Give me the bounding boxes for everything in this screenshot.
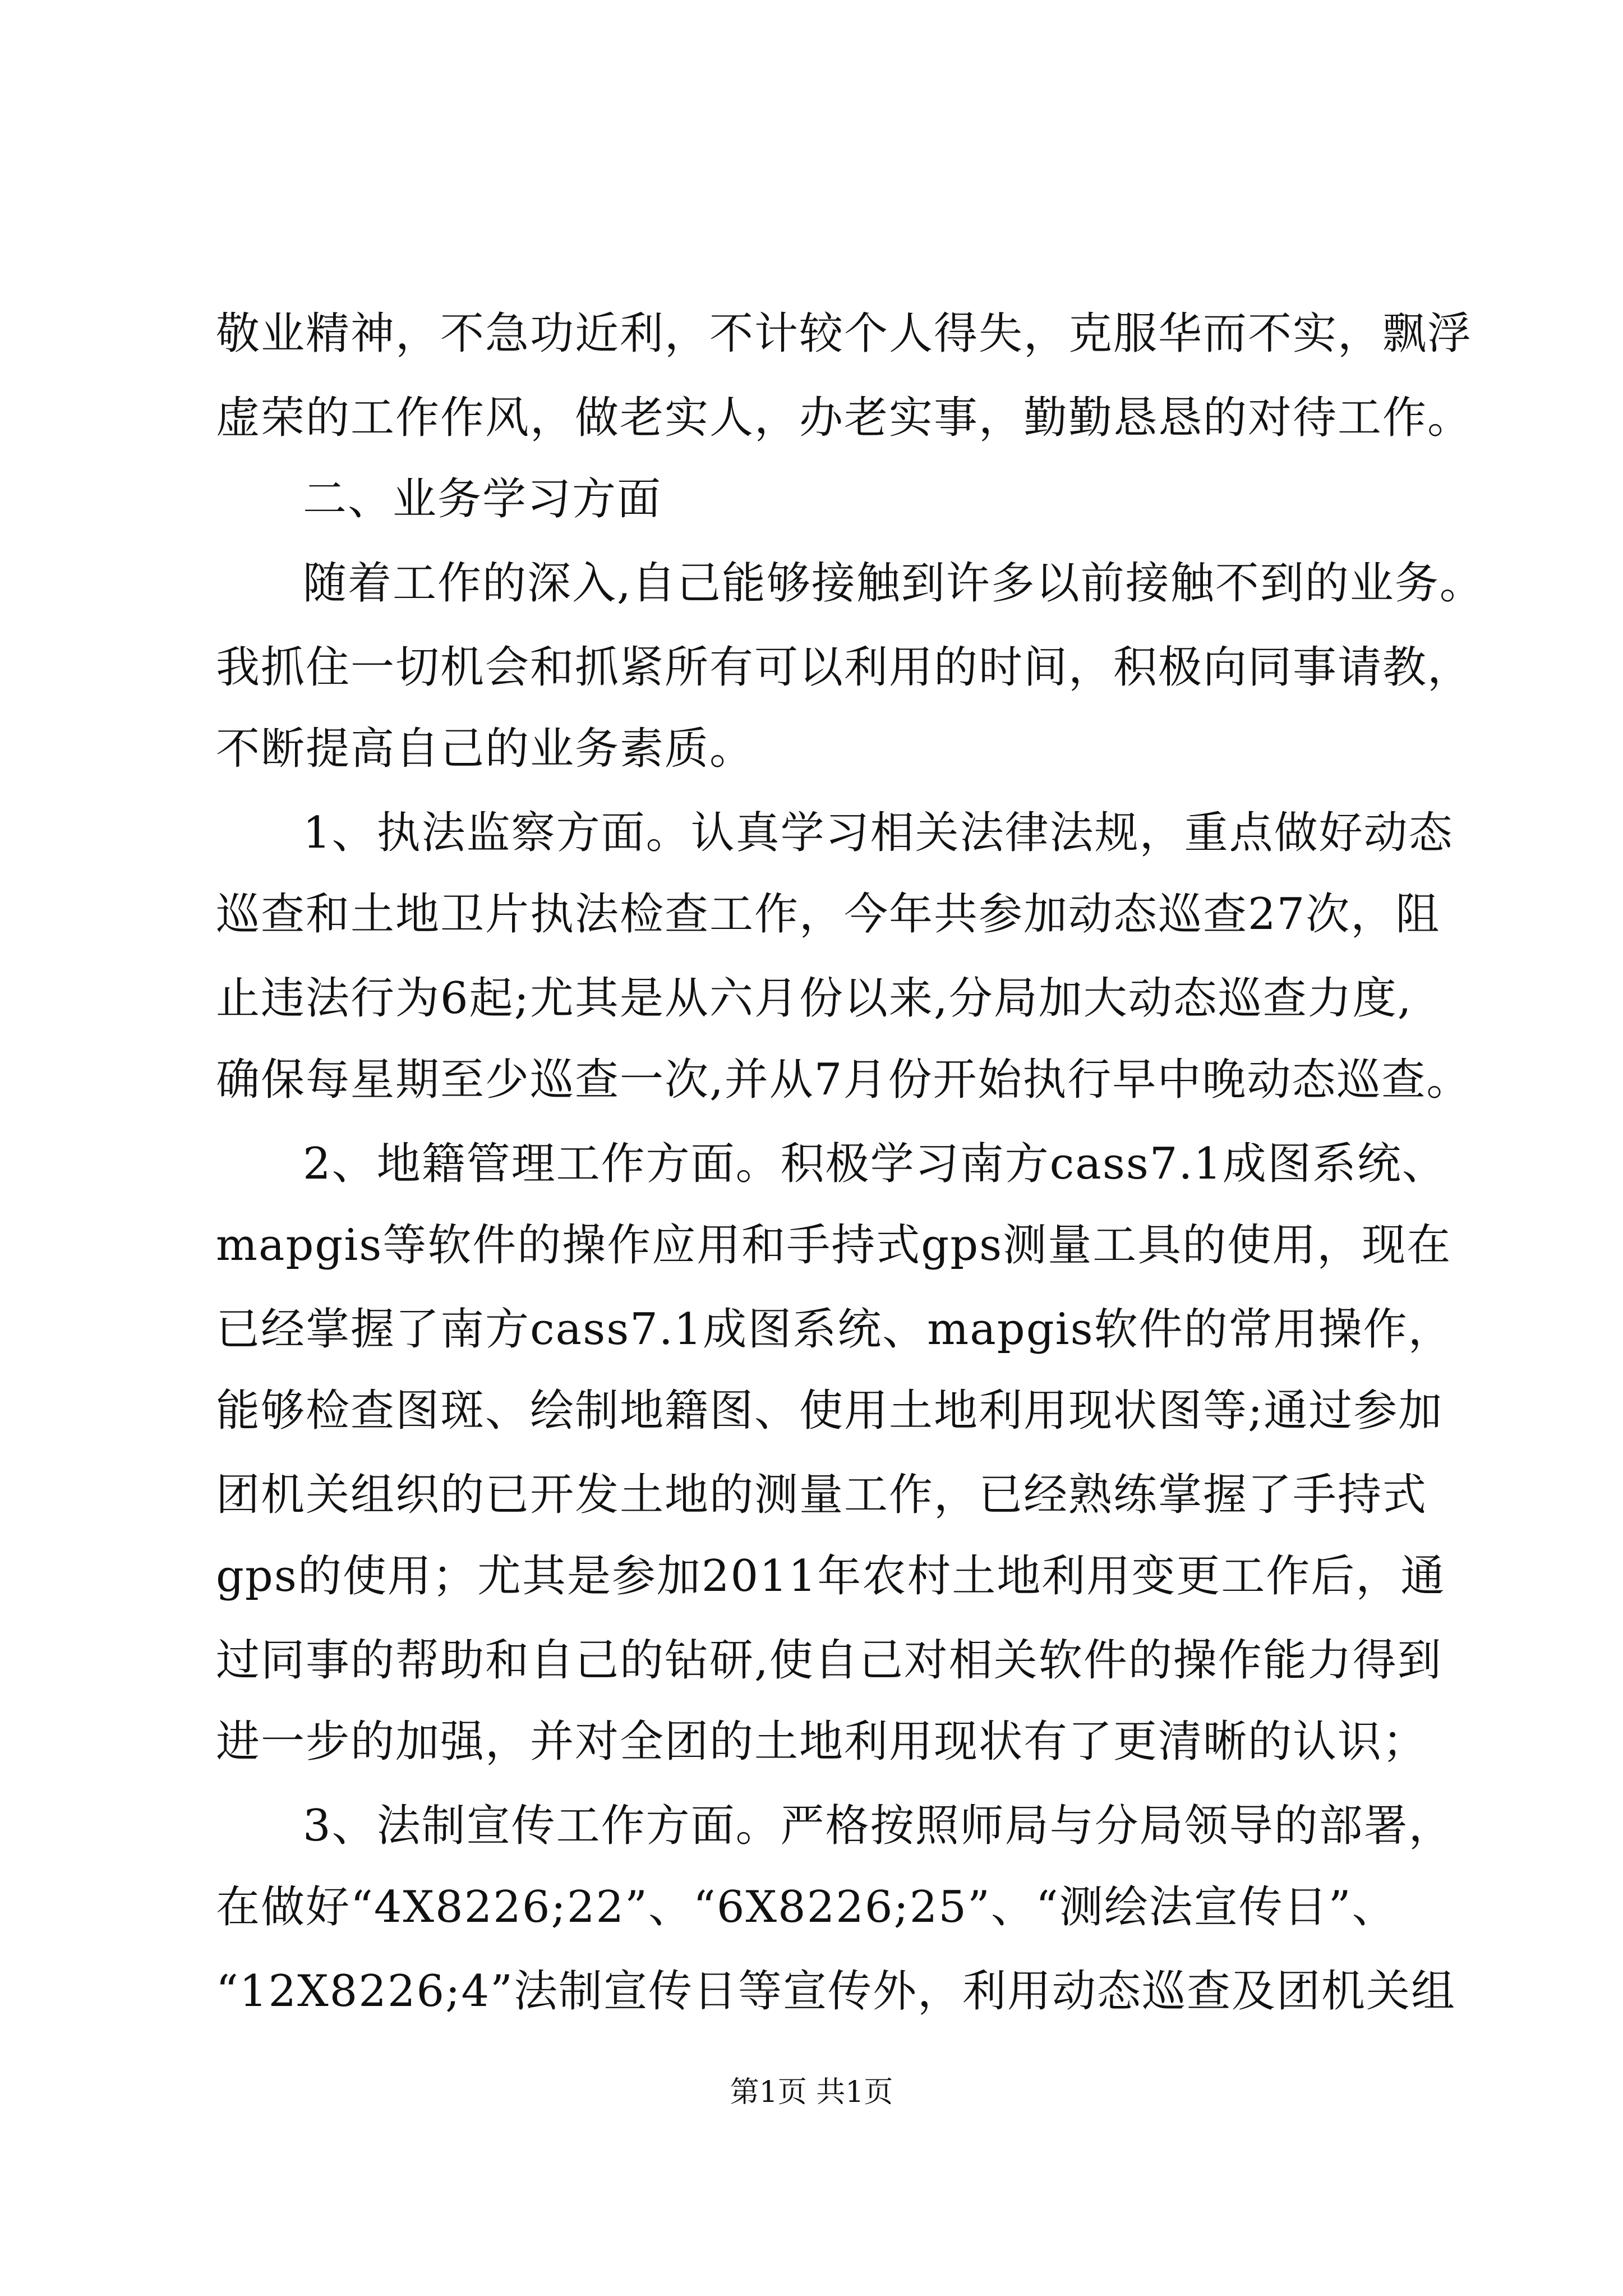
text-line-8: 巡查和土地卫片执法检查工作，今年共参加动态巡查27次，阻 [216,889,1441,940]
text-line-15: 团机关组织的已开发土地的测量工作，已经熟练掌握了手持式 [216,1470,1428,1520]
text-line-5: 我抓住一切机会和抓紧所有可以利用的时间，积极向同事请教， [216,642,1473,693]
text-line-18: 进一步的加强，并对全团的土地利用现状有了更清晰的认识； [216,1717,1428,1767]
text-line-13: 已经掌握了南方cass7.1成图系统、mapgis软件的常用操作， [216,1304,1453,1355]
text-line-19: 3、法制宣传工作方面。严格按照师局与分局领导的部署， [303,1801,1454,1851]
text-line-12: mapgis等软件的操作应用和手持式gps测量工具的使用，现在 [216,1220,1452,1271]
text-line-6: 不断提高自己的业务素质。 [216,724,755,774]
section-heading-business-study: 二、业务学习方面 [303,474,662,524]
text-line-11: 2、地籍管理工作方面。积极学习南方cass7.1成图系统、 [303,1139,1447,1189]
text-line-9: 止违法行为6起;尤其是从六月份以来,分局加大动态巡查力度, [216,973,1413,1024]
text-line-10: 确保每星期至少巡查一次,并从7月份开始执行早中晚动态巡查。 [216,1055,1472,1105]
text-line-16: gps的使用；尤其是参加2011年农村土地利用变更工作后，通 [216,1551,1446,1602]
text-line-7: 1、执法监察方面。认真学习相关法律法规，重点做好动态 [303,808,1454,858]
text-line-2: 虚荣的工作作风，做老实人，办老实事，勤勤恳恳的对待工作。 [216,393,1473,443]
text-line-4: 随着工作的深入,自己能够接触到许多以前接触不到的业务。 [303,558,1484,609]
text-line-1: 敬业精神，不急功近利，不计较个人得失，克服华而不实，飘浮 [216,309,1473,359]
text-line-21: “12X8226;4”法制宣传日等宣传外，利用动态巡查及团机关组 [216,1966,1456,2017]
text-line-14: 能够检查图斑、绘制地籍图、使用土地利用现状图等;通过参加 [216,1386,1444,1436]
text-line-20: 在做好“4X8226;22”、“6X8226;25”、“测绘法宣传日”、 [216,1882,1397,1932]
page-footer: 第1页 共1页 [730,2076,893,2109]
text-line-17: 过同事的帮助和自己的钻研,使自己对相关软件的操作能力得到 [216,1635,1442,1686]
